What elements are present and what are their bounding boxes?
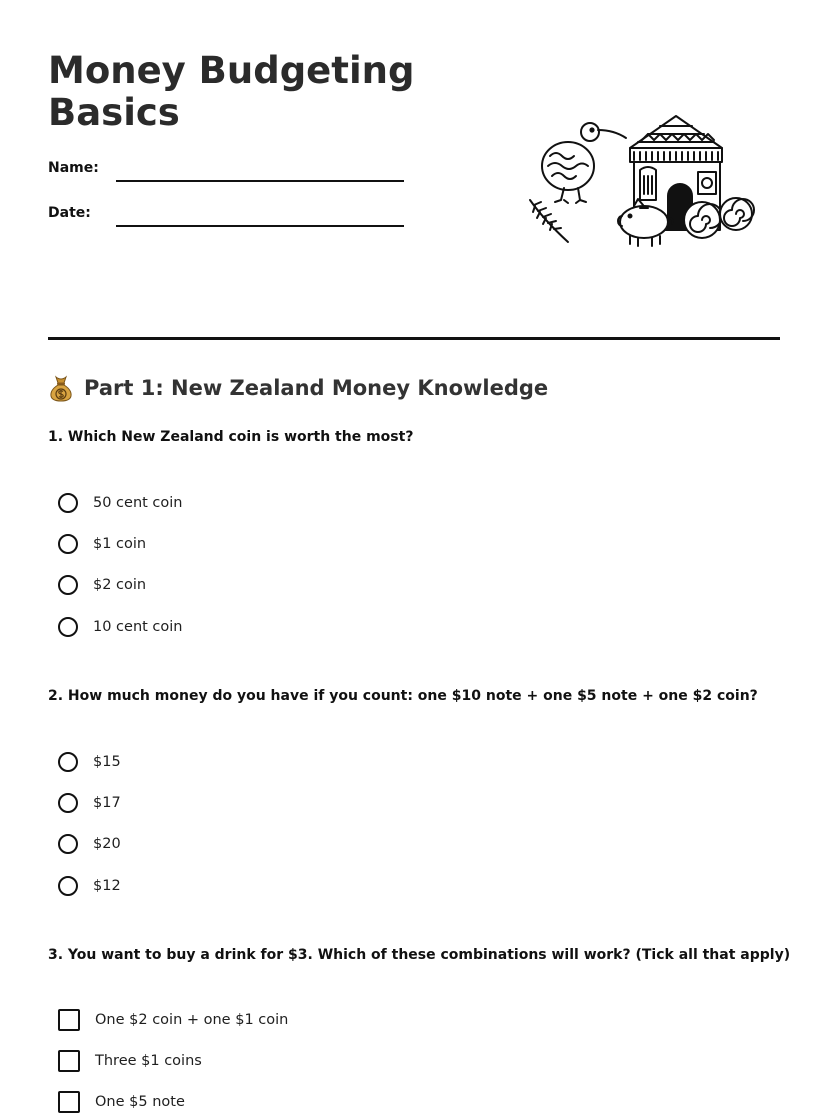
q2-option-2[interactable]: $17 bbox=[58, 791, 121, 815]
radio-button[interactable] bbox=[58, 834, 78, 854]
q2-option-1[interactable]: $15 bbox=[58, 750, 121, 774]
radio-button[interactable] bbox=[58, 793, 78, 813]
name-field[interactable] bbox=[116, 180, 404, 182]
q3-option-3[interactable]: One $5 note bbox=[58, 1090, 185, 1114]
q1-option-2[interactable]: $1 coin bbox=[58, 532, 146, 556]
q2-option-3[interactable]: $20 bbox=[58, 832, 121, 856]
section-heading-text: Part 1: New Zealand Money Knowledge bbox=[84, 376, 549, 400]
q1-option-1[interactable]: 50 cent coin bbox=[58, 491, 183, 515]
radio-button[interactable] bbox=[58, 876, 78, 896]
question-1-text: 1. Which New Zealand coin is worth the most? bbox=[48, 429, 414, 445]
date-field[interactable] bbox=[116, 225, 404, 227]
q1-option-3[interactable]: $2 coin bbox=[58, 573, 146, 597]
question-2-text: 2. How much money do you have if you count: one $10 note + one $5 note + one $2 coin? bbox=[48, 688, 758, 704]
checkbox[interactable] bbox=[58, 1050, 80, 1072]
checkbox[interactable] bbox=[58, 1091, 80, 1113]
q3-option-1[interactable]: One $2 coin + one $1 coin bbox=[58, 1008, 288, 1032]
radio-button[interactable] bbox=[58, 575, 78, 595]
name-label: Name: bbox=[48, 160, 99, 176]
page-title: Money Budgeting Basics bbox=[48, 49, 415, 134]
date-label: Date: bbox=[48, 205, 91, 221]
section-heading bbox=[48, 374, 548, 402]
q1-option-4[interactable]: 10 cent coin bbox=[58, 615, 183, 639]
kiwi-house-piggybank-illustration bbox=[526, 110, 758, 250]
checkbox[interactable] bbox=[58, 1009, 80, 1031]
q2-option-4[interactable]: $12 bbox=[58, 874, 121, 898]
section-divider bbox=[48, 337, 780, 340]
money-bag-icon bbox=[48, 374, 74, 402]
radio-button[interactable] bbox=[58, 752, 78, 772]
q3-option-2[interactable]: Three $1 coins bbox=[58, 1049, 202, 1073]
radio-button[interactable] bbox=[58, 617, 78, 637]
radio-button[interactable] bbox=[58, 493, 78, 513]
question-3-text: 3. You want to buy a drink for $3. Which of these combinations will work? (Tick all that apply) bbox=[48, 947, 791, 963]
radio-button[interactable] bbox=[58, 534, 78, 554]
